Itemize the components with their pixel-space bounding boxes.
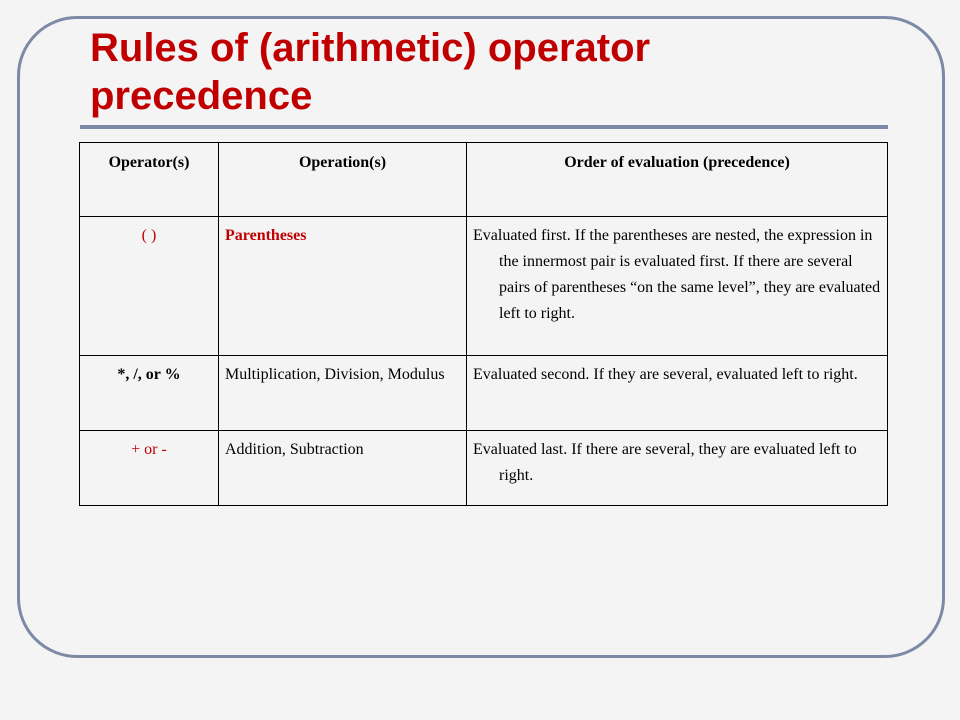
header-operations: Operation(s) [219, 143, 467, 217]
cell-operation-text: Multiplication, Division, Modulus [225, 366, 445, 383]
cell-order-text: Evaluated first. If the parentheses are nested, the expression in the innermost pair is evaluated first. If there are several pairs of parentheses “on the same level”, they are evaluated left to right. [473, 227, 881, 322]
cell-operator: *, /, or % [80, 356, 219, 431]
cell-operator: ( ) [80, 217, 219, 356]
table-row [80, 431, 888, 506]
cell-order-text: Evaluated second. If they are several, evaluated left to right. [473, 366, 858, 383]
table-header-row [80, 143, 888, 217]
slide-title: Rules of (arithmetic) operator precedence [90, 26, 651, 118]
header-operators: Operator(s) [80, 143, 219, 217]
cell-order [467, 217, 888, 356]
cell-operator: + or - [80, 431, 219, 506]
precedence-table [79, 142, 888, 506]
title-divider [80, 125, 888, 129]
table-row [80, 356, 888, 431]
cell-order [467, 356, 888, 431]
cell-order-text: Evaluated last. If there are several, they are evaluated left to right. [473, 441, 857, 484]
cell-operation [219, 356, 467, 431]
cell-operation: Parentheses [219, 217, 467, 356]
header-order: Order of evaluation (precedence) [467, 143, 888, 217]
table-row [80, 217, 888, 356]
cell-operation: Addition, Subtraction [219, 431, 467, 506]
cell-order [467, 431, 888, 506]
